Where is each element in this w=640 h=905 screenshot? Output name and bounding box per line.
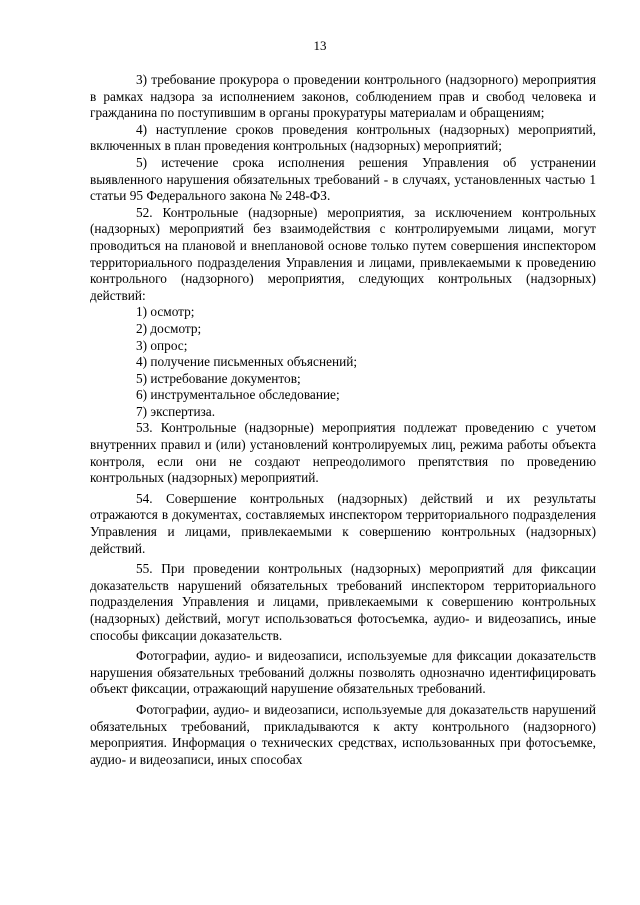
list-item-expertise: 7) экспертиза. [136,403,216,419]
document-body [90,72,596,768]
paragraph-item-5-decision-expiry: 5) истечение срока исполнения решения Управления об устранении выявленного нарушения обязательных требований - в случаях, установленных частью 1 статьи 95 Федерального закона № 248-ФЗ. [90,154,596,204]
list-item-written-explanations: 4) получение письменных объяснений; [136,354,358,370]
list-item-examination: 2) досмотр; [136,320,202,336]
paragraph-53: 53. Контрольные (надзорные) мероприятия подлежат проведению с учетом внутренних правил и (или) установлений контролируемых лиц, режима работы объекта контроля, если они не создают непреодолимого препятствия по проведению контрольных (надзорных) мероприятий. [90,420,596,486]
paragraph-photo-requirements: Фотографии, аудио- и видеозаписи, используемые для фиксации доказательств нарушения обязательных требований должны позволять однозначно идентифицировать объект фиксации, отражающий нарушение обязательных требований. [90,648,596,697]
list-item-inspection: 1) осмотр; [136,304,195,320]
list-item-instrumental-survey: 6) инструментальное обследование; [136,387,340,403]
paragraph-54: 54. Совершение контрольных (надзорных) действий и их результаты отражаются в документах, составляемых инспектором территориального подразделения Управления и лицами, привлекаемыми к совершению контрольных (надзорных) действий. [90,490,596,556]
page-number: 13 [313,38,327,53]
paragraph-item-4-plan-deadline: 4) наступление сроков проведения контрольных (надзорных) мероприятий, включенных в план проведения контрольных (надзорных) мероприятий; [90,121,596,154]
paragraph-item-3-prosecutor-request: 3) требование прокурора о проведении контрольного (надзорного) мероприятия в рамках надзора за исполнением законов, соблюдением прав и свобод человека и гражданина по поступившим в органы прокуратуры материалам и обращениям; [90,72,596,121]
paragraph-55: 55. При проведении контрольных (надзорных) мероприятий для фиксации доказательств нарушений обязательных требований инспектором территориального подразделения Управления и лицами, привлекаемыми к совершению контрольных (надзорных) действий, могут использоваться фотосъемка, аудио- и видеозапись, иные способы фиксации доказательств. [90,561,596,643]
paragraph-photo-attachment: Фотографии, аудио- и видеозаписи, используемые для доказательств нарушений обязательных требований, прикладываются к акту контрольного (надзорного) мероприятия. Информация о технических средствах, использованных при фотосъемке, аудио- и видеозаписи, иных способах [90,701,596,767]
paragraph-52: 52. Контрольные (надзорные) мероприятия, за исключением контрольных (надзорных) мероприятий без взаимодействия с контролируемыми лицами, могут проводиться на плановой и внеплановой основе только путем совершения инспектором территориального подразделения Управления и лицами, привлекаемыми к проведению контрольного (надзорного) мероприятия, следующих контрольных (надзорных) действий: [90,204,596,303]
list-item-document-request: 5) истребование документов; [136,370,301,386]
list-item-interview: 3) опрос; [136,337,188,353]
